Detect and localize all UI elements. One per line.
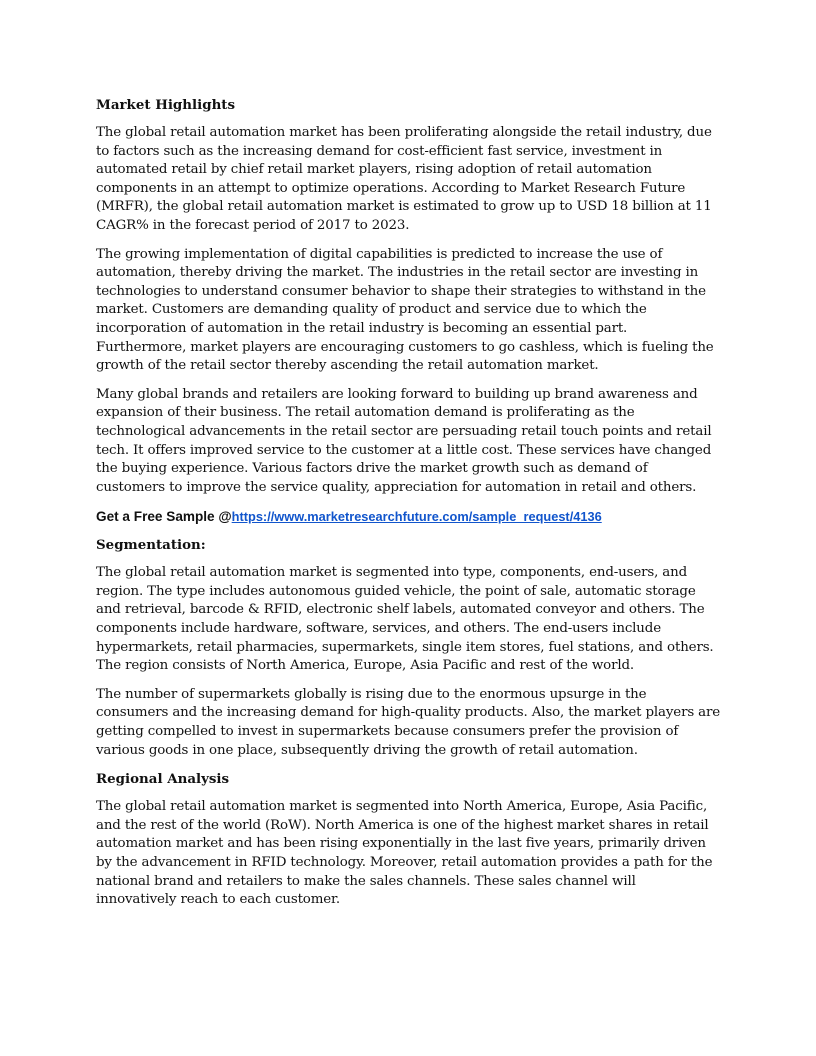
paragraph-regional-analysis: The global retail automation market is segmented into North America, Europe, Asia Pacific, and the rest of the world (RoW). North America is one of the highest market shares in retail automation market and has been rising exponentially in the last five years, primarily driven by the advancement in RFID technology. Moreover, retail automation provides a path for the national brand and retailers to make the sales channels. These sales channel will innovatively reach to each customer. bbox=[96, 799, 713, 908]
heading-regional-analysis: Regional Analysis bbox=[96, 771, 230, 788]
document-page bbox=[96, 96, 720, 920]
free-sample-link[interactable]: https://www.marketresearchfuture.com/sample_request/4136 bbox=[231, 509, 602, 525]
paragraph-segmentation: The global retail automation market is segmented into type, components, end-users, and region. The type includes autonomous guided vehicle, the point of sale, automatic storage and retrieval, barcode & RFID, electronic shelf labels, automated conveyor and others. The components include hardware, software, services, and others. The end-users include hypermarkets, retail pharmacies, supermarkets, single item stores, fuel stations, and others. The region consists of North America, Europe, Asia Pacific and rest of the world. bbox=[96, 565, 714, 674]
paragraph-supermarkets: The number of supermarkets globally is rising due to the enormous upsurge in the consumers and the increasing demand for high-quality products. Also, the market players are getting compelled to invest in supermarkets because consumers prefer the provision of various goods in one place, subsequently driving the growth of retail automation. bbox=[96, 686, 721, 758]
heading-segmentation: Segmentation: bbox=[96, 537, 206, 554]
paragraph-global-brands: Many global brands and retailers are looking forward to building up brand awareness and expansion of their business. The retail automation demand is proliferating as the technological advancements in the retail sector are persuading retail touch points and retail tech. It offers improved service to the customer at a little cost. These services have changed the buying experience. Various factors drive the market growth such as demand of customers to improve the service quality, appreciation for automation in retail and others. bbox=[96, 386, 712, 495]
free-sample-line bbox=[96, 507, 720, 526]
paragraph-market-overview: The global retail automation market has been proliferating alongside the retail industry, due to factors such as the increasing demand for cost-efficient fast service, investment in automated retail by chief retail market players, rising adoption of retail automation components in an attempt to optimize operations. According to Market Research Future (MRFR), the global retail automation market is estimated to grow up to USD 18 billion at 11 CAGR% in the forecast period of 2017 to 2023. bbox=[96, 125, 712, 233]
heading-market-highlights: Market Highlights bbox=[96, 97, 236, 113]
paragraph-digital-capabilities: The growing implementation of digital capabilities is predicted to increase the use of automation, thereby driving the market. The industries in the retail sector are investing in technologies to understand consumer behavior to shape their strategies to withstand in the market. Customers are demanding quality of product and service due to which the incorporation of automation in the retail industry is becoming an essential part. Furthermore, market players are encouraging customers to go cashless, which is fueling the growth of the retail sector thereby ascending the retail automation market. bbox=[96, 246, 714, 374]
free-sample-label: Get a Free Sample @ bbox=[96, 509, 232, 525]
